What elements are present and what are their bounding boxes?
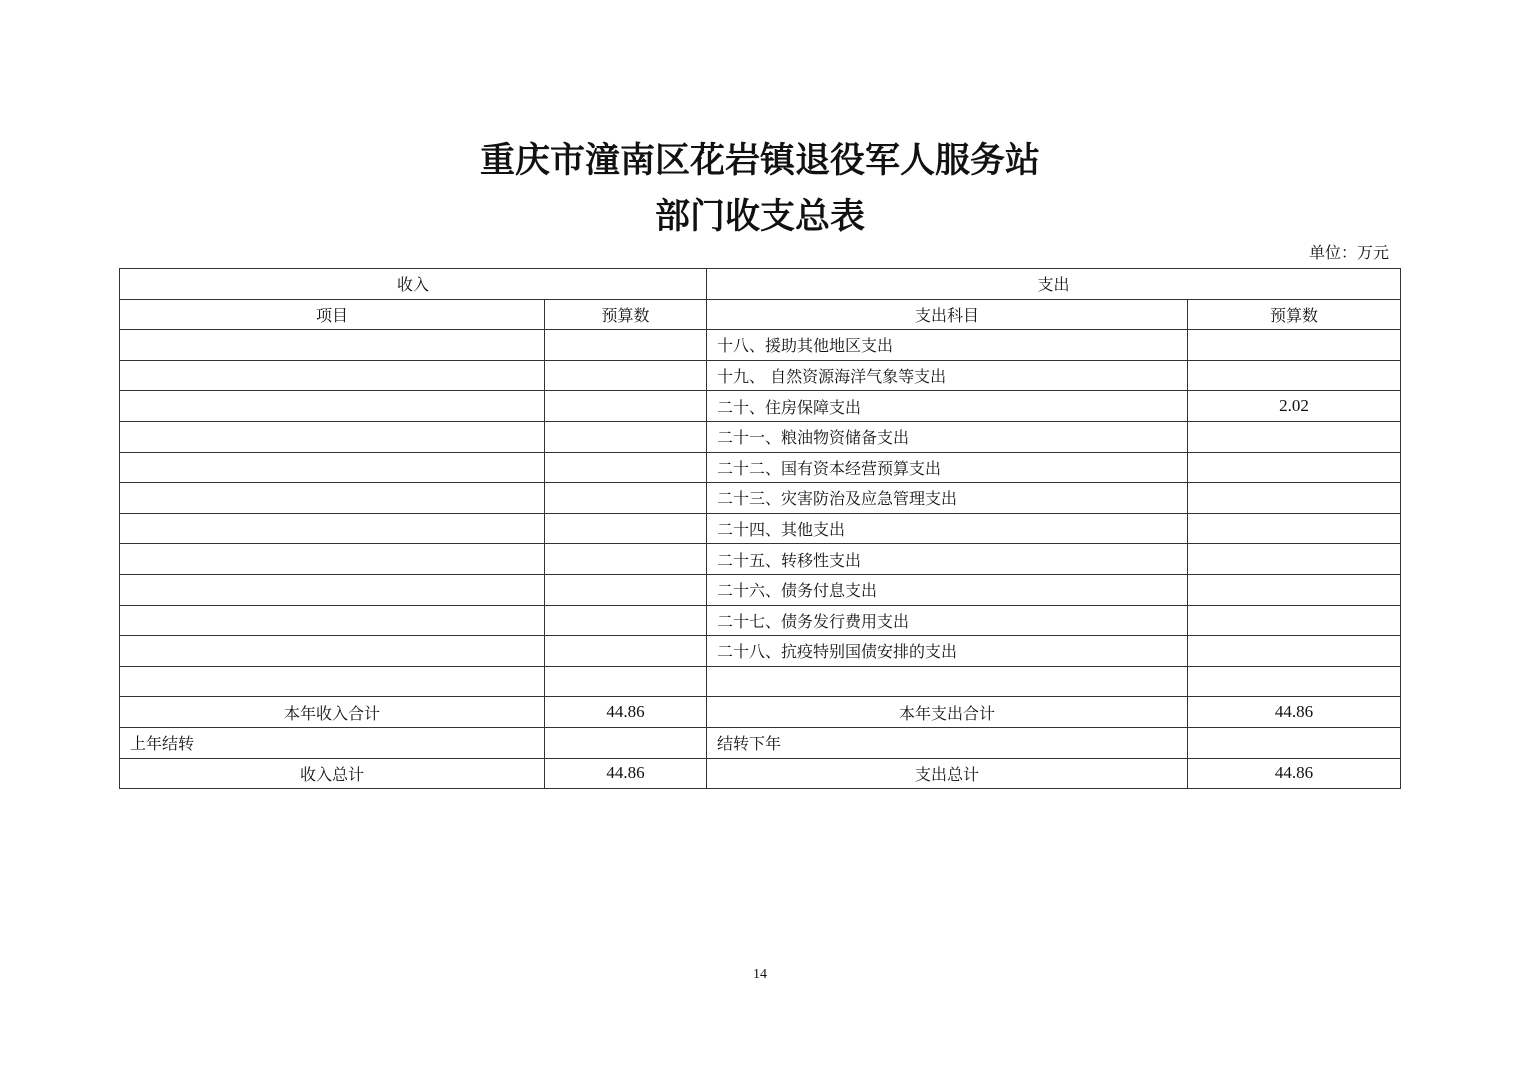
expense-budget-cell bbox=[1188, 452, 1401, 483]
income-item-cell bbox=[120, 636, 545, 667]
table-row bbox=[120, 452, 1401, 483]
income-item-cell bbox=[120, 483, 545, 514]
income-item-cell bbox=[120, 421, 545, 452]
table-row bbox=[120, 513, 1401, 544]
income-budget-cell bbox=[545, 360, 707, 391]
page-number: 14 bbox=[753, 967, 767, 982]
expense-budget-cell bbox=[1188, 421, 1401, 452]
expense-budget-cell bbox=[1188, 574, 1401, 605]
income-year-total-label: 本年收入合计 bbox=[120, 697, 545, 728]
carryover-row bbox=[120, 727, 1401, 758]
expense-item-cell: 二十三、灾害防治及应急管理支出 bbox=[707, 483, 1188, 514]
table-row bbox=[120, 605, 1401, 636]
expense-budget-cell bbox=[1188, 605, 1401, 636]
table-row bbox=[120, 666, 1401, 697]
expense-budget-cell bbox=[1188, 513, 1401, 544]
budget-table bbox=[119, 268, 1401, 789]
income-year-total-value: 44.86 bbox=[545, 697, 707, 728]
expense-grand-total-label: 支出总计 bbox=[707, 758, 1188, 789]
income-budget-cell bbox=[545, 513, 707, 544]
document-title-line-2: 部门收支总表 bbox=[654, 196, 865, 237]
expense-budget-cell: 2.02 bbox=[1188, 391, 1401, 422]
expense-budget-cell bbox=[1188, 636, 1401, 667]
table-row bbox=[120, 483, 1401, 514]
expense-budget-cell bbox=[1188, 360, 1401, 391]
income-item-cell bbox=[120, 544, 545, 575]
income-item-cell bbox=[120, 360, 545, 391]
year-total-row bbox=[120, 697, 1401, 728]
income-item-cell bbox=[120, 513, 545, 544]
expense-item-cell bbox=[707, 666, 1188, 697]
income-grand-total-value: 44.86 bbox=[545, 758, 707, 789]
expense-budget-cell bbox=[1188, 330, 1401, 361]
expense-item-cell: 二十、住房保障支出 bbox=[707, 391, 1188, 422]
expense-carryover-label: 结转下年 bbox=[707, 727, 1188, 758]
income-budget-cell bbox=[545, 636, 707, 667]
expense-item-cell: 二十五、转移性支出 bbox=[707, 544, 1188, 575]
expense-budget-cell bbox=[1188, 666, 1401, 697]
expense-item-cell: 二十二、国有资本经营预算支出 bbox=[707, 452, 1188, 483]
income-carryover-label: 上年结转 bbox=[120, 727, 545, 758]
income-budget-cell bbox=[545, 544, 707, 575]
detail-rows bbox=[120, 330, 1401, 697]
expense-item-cell: 二十六、债务付息支出 bbox=[707, 574, 1188, 605]
income-budget-cell bbox=[545, 483, 707, 514]
table-row bbox=[120, 391, 1401, 422]
expense-carryover-value bbox=[1188, 727, 1401, 758]
income-budget-cell bbox=[545, 391, 707, 422]
unit-label: 单位：万元 bbox=[1308, 243, 1389, 262]
income-budget-cell bbox=[545, 330, 707, 361]
expense-group-header: 支出 bbox=[707, 269, 1401, 300]
income-budget-cell bbox=[545, 605, 707, 636]
income-item-cell bbox=[120, 391, 545, 422]
table-row bbox=[120, 360, 1401, 391]
table-row bbox=[120, 574, 1401, 605]
income-item-cell bbox=[120, 666, 545, 697]
expense-grand-total-value: 44.86 bbox=[1188, 758, 1401, 789]
expense-item-cell: 二十一、粮油物资储备支出 bbox=[707, 421, 1188, 452]
expense-year-total-value: 44.86 bbox=[1188, 697, 1401, 728]
table-row bbox=[120, 636, 1401, 667]
income-item-cell bbox=[120, 574, 545, 605]
income-grand-total-label: 收入总计 bbox=[120, 758, 545, 789]
income-group-header: 收入 bbox=[120, 269, 707, 300]
expense-budget-cell bbox=[1188, 544, 1401, 575]
expense-year-total-label: 本年支出合计 bbox=[707, 697, 1188, 728]
expense-item-cell: 二十七、债务发行费用支出 bbox=[707, 605, 1188, 636]
expense-item-header: 支出科目 bbox=[707, 299, 1188, 330]
income-item-cell bbox=[120, 452, 545, 483]
grand-total-row bbox=[120, 758, 1401, 789]
table-row bbox=[120, 330, 1401, 361]
expense-budget-header: 预算数 bbox=[1188, 299, 1401, 330]
income-budget-cell bbox=[545, 574, 707, 605]
income-budget-header: 预算数 bbox=[545, 299, 707, 330]
table-row bbox=[120, 421, 1401, 452]
income-carryover-value bbox=[545, 727, 707, 758]
table-row bbox=[120, 544, 1401, 575]
expense-item-cell: 二十四、其他支出 bbox=[707, 513, 1188, 544]
document-title-line-1: 重庆市潼南区花岩镇退役军人服务站 bbox=[479, 140, 1040, 181]
expense-budget-cell bbox=[1188, 483, 1401, 514]
expense-item-cell: 十九、 自然资源海洋气象等支出 bbox=[707, 360, 1188, 391]
income-item-header: 项目 bbox=[120, 299, 545, 330]
income-item-cell bbox=[120, 605, 545, 636]
expense-item-cell: 十八、援助其他地区支出 bbox=[707, 330, 1188, 361]
column-header-row bbox=[120, 299, 1401, 330]
income-budget-cell bbox=[545, 421, 707, 452]
income-budget-cell bbox=[545, 666, 707, 697]
income-item-cell bbox=[120, 330, 545, 361]
expense-item-cell: 二十八、抗疫特别国债安排的支出 bbox=[707, 636, 1188, 667]
income-budget-cell bbox=[545, 452, 707, 483]
group-header-row bbox=[120, 269, 1401, 300]
